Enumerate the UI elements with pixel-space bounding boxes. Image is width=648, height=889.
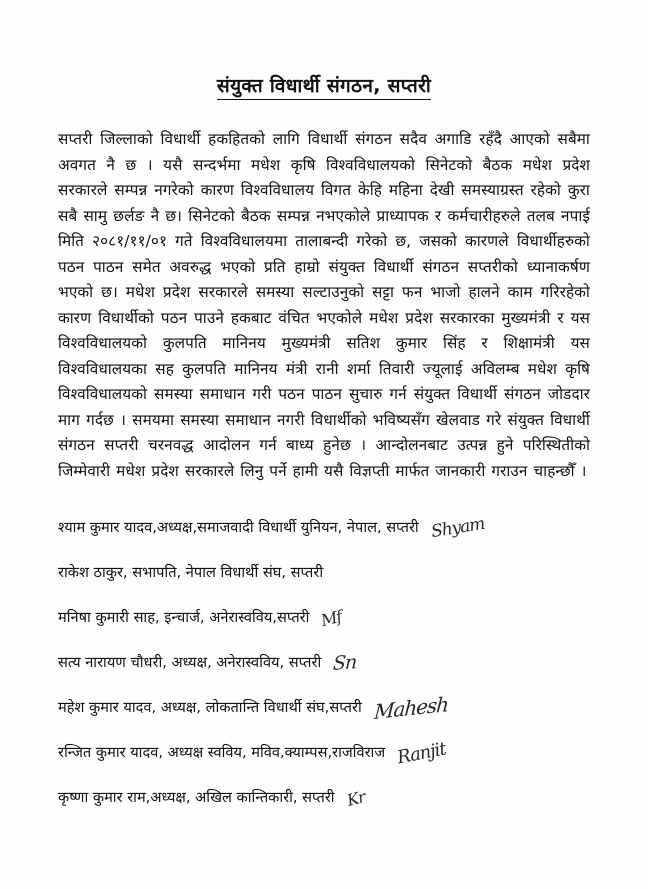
signatory-name: मनिषा कुमारी साह, इन्चार्ज, अनेरास्वविय,सप्तरी [58,609,310,626]
list-item [58,555,590,591]
signature-mark: Kr [344,786,367,810]
signatory-name: रन्जित कुमार यादव, अध्यक्ष स्वविय, मविव,क्याम्पस,राजविराज [58,744,386,761]
list-item [58,735,590,771]
signature-mark: Mf [319,606,344,630]
list-item [58,780,590,816]
page-title-text: संयुक्त विधार्थी संगठन, सप्तरी [217,75,431,100]
signatory-name: महेश कुमार यादव, अध्यक्ष, लोकतान्ति विधार्थी संघ,सप्तरी [58,699,362,716]
list-item [58,600,590,636]
signature-mark: Shyam [429,513,486,543]
list-item [58,690,590,726]
signature-mark: Sn [332,651,358,675]
list-item [58,645,590,681]
list-item [58,510,590,546]
page-title [58,72,590,101]
signatory-name: राकेश ठाकुर, सभापति, नेपाल विधार्थी संघ, सप्तरी [58,564,324,581]
signatory-list [58,510,590,816]
signatory-name: सत्य नारायण चौधरी, अध्यक्ष, अनेरास्वविय, सप्तरी [58,654,322,671]
signatory-name: कृष्णा कुमार राम,अध्यक्ष, अखिल कान्तिकारी, सप्तरी [58,789,335,806]
body-paragraph: सप्तरी जिल्लाको विधार्थी हकहितको लागि विधार्थी संगठन सदैव अगाडि रहँदै आएको सबैमा अवगत नै छ । यसै सन्दर्भमा मधेश कृषि विश्वविधालयको सिनेटको बैठक मधेश प्रदेश सरकारले सम्पन्न नगरेको कारण विश्वविधालय विगत केहि महिना देखी समस्याग्रस्त रहेको कुरा सबै सामु छर्लङ नै छ। सिनेटको बैठक सम्पन्न नभएकोले प्राध्यापक र कर्मचारीहरुले तलब नपाई मिति २०८१/११/०१ गते विश्वविधालयमा तालाबन्दी गरेको छ, जसको कारणले विधार्थीहरुको पठन पाठन समेत अवरुद्ध भएको प्रति हाम्रो संयुक्त विधार्थी संगठन सप्तरीको ध्यानाकर्षण भएको छ। मधेश प्रदेश सरकारले समस्या सल्टाउनुको सट्टा फन भाजो हालने काम गरिरहेको कारण विधार्थीको पठन पाउने हकबाट वंचित भएकोले मधेश प्रदेश सरकारका मुख्यमंत्री र यस विश्वविधालयको कुलपति मानिनय मुख्यमंत्री सतिश कुमार सिंह र शिक्षामंत्री यस विश्वविधालयका सह कुलपति मानिनय मंत्री रानी शर्मा तिवारी ज्यूलाई अविलम्ब मधेश कृषि विश्वविधालयको समस्या समाधान गरी पठन पाठन सुचारु गर्न संयुक्त विधार्थी संगठन जोडदार माग गर्दछ । समयमा समस्या समाधान नगरी विधार्थीको भविष्यसँग खेलवाड गरे संयुक्त विधार्थी संगठन सप्तरी चरनवद्ध आदोलन गर्न बाध्य हुनेछ । आन्दोलनबाट उत्पन्न हुने परिस्थितीको जिम्मेवारी मधेश प्रदेश सरकारले लिनु पर्ने हामी यसै विज्ञप्ती मार्फत जानकारी गराउन चाहन्छौँ । [58,130,590,480]
signature-mark: Ranjit [395,738,448,768]
signature-mark: Mahesh [373,691,449,725]
signatory-name: श्याम कुमार यादव,अध्यक्ष,समाजवादी विधार्थी युनियन, नेपाल, सप्तरी [58,519,419,536]
